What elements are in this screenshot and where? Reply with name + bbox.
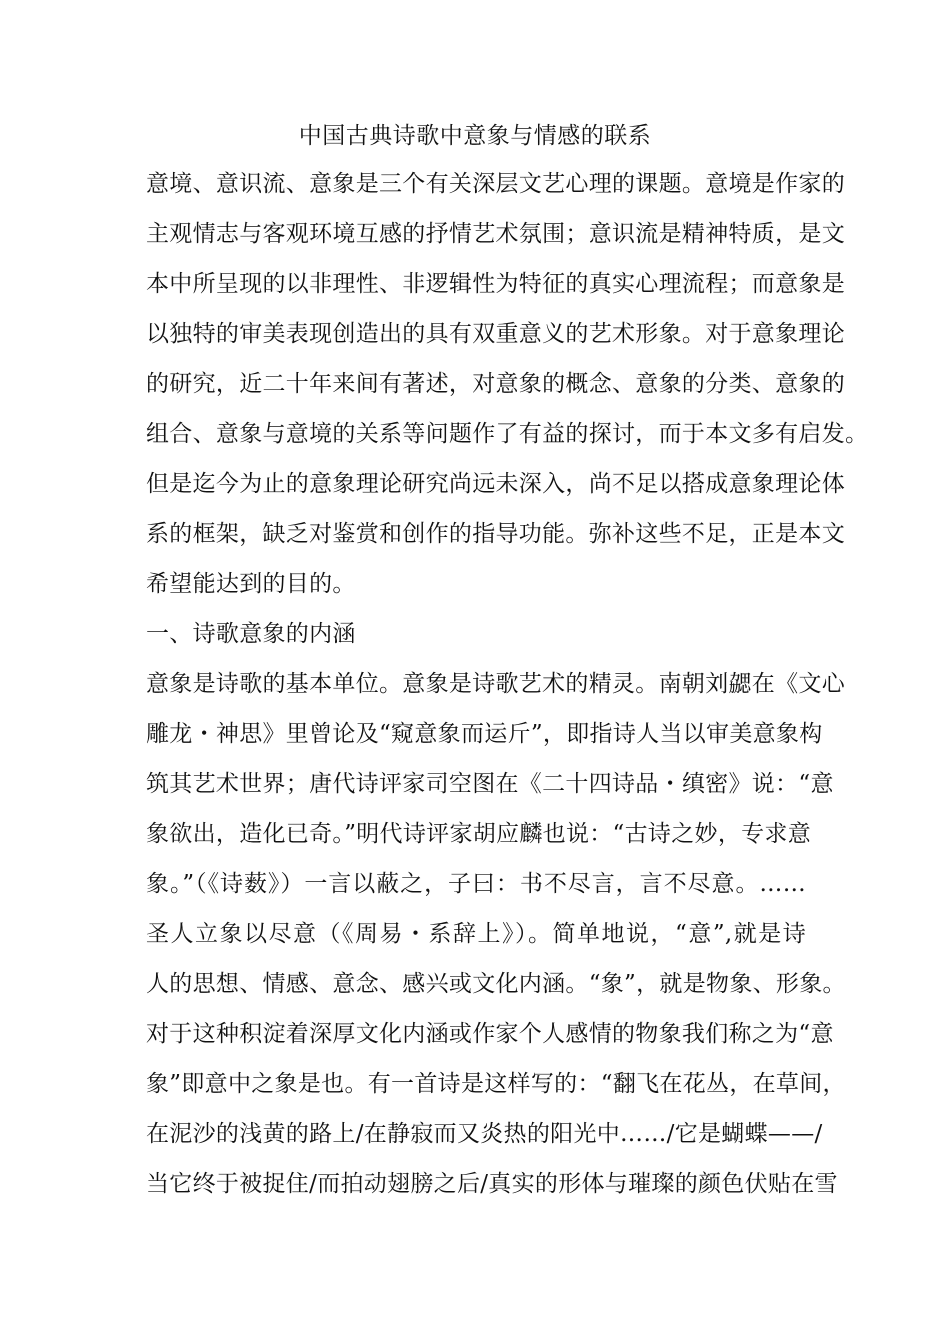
text-line: 当它终于被捉住/而拍动翅膀之后/真实的形体与璀璨的颜色伏贴在雪 xyxy=(146,1171,838,1197)
text-line: 象。”（《诗薮》）一言以蔽之，子曰：书不尽言，言不尽意。…… xyxy=(146,871,806,897)
text-line: 系的框架，缺乏对鉴赏和创作的指导功能。弥补这些不足，正是本文 xyxy=(146,521,845,547)
text-line: 人的思想、情感、意念、感兴或文化内涵。“象”，就是物象、形象。 xyxy=(146,971,846,997)
text-line: 对于这种积淀着深厚文化内涵或作家个人感情的物象我们称之为“意 xyxy=(146,1021,834,1047)
text-line: 在泥沙的浅黄的路上/在静寂而又炎热的阳光中……/它是蝴蝶——/ xyxy=(146,1121,823,1147)
text-line: 圣人立象以尽意（《周易・系辞上》）。简单地说，“意”,就是诗 xyxy=(146,921,806,947)
text-line: 雕龙・神思》里曾论及“窥意象而运斤”，即指诗人当以审美意象构 xyxy=(146,721,823,747)
text-line: 以独特的审美表现创造出的具有双重意义的艺术形象。对于意象理论 xyxy=(146,321,845,347)
text-line: 的研究，近二十年来间有著述，对意象的概念、意象的分类、意象的 xyxy=(146,371,845,397)
text-line: 但是迄今为止的意象理论研究尚远未深入，尚不足以搭成意象理论体 xyxy=(146,471,845,497)
text-line: 象欲出，造化已奇。”明代诗评家胡应麟也说：“古诗之妙，专求意 xyxy=(146,821,812,847)
section-heading: 一、诗歌意象的内涵 xyxy=(146,621,356,647)
text-line: 本中所呈现的以非理性、非逻辑性为特征的真实心理流程；而意象是 xyxy=(146,271,845,297)
text-line: 组合、意象与意境的关系等问题作了有益的探讨，而于本文多有启发。 xyxy=(146,421,869,447)
text-line: 主观情志与客观环境互感的抒情艺术氛围；意识流是精神特质，是文 xyxy=(146,221,845,247)
text-line: 象”即意中之象是也。有一首诗是这样写的：“翻飞在花丛，在草间， xyxy=(146,1071,846,1097)
text-line: 筑其艺术世界；唐代诗评家司空图在《二十四诗品・缜密》说：“意 xyxy=(146,771,834,797)
text-line: 意象是诗歌的基本单位。意象是诗歌艺术的精灵。南朝刘勰在《文心 xyxy=(146,671,845,697)
text-line: 意境、意识流、意象是三个有关深层文艺心理的课题。意境是作家的 xyxy=(146,171,845,197)
text-line: 希望能达到的目的。 xyxy=(146,571,356,597)
document-title: 中国古典诗歌中意象与情感的联系 xyxy=(298,123,652,149)
